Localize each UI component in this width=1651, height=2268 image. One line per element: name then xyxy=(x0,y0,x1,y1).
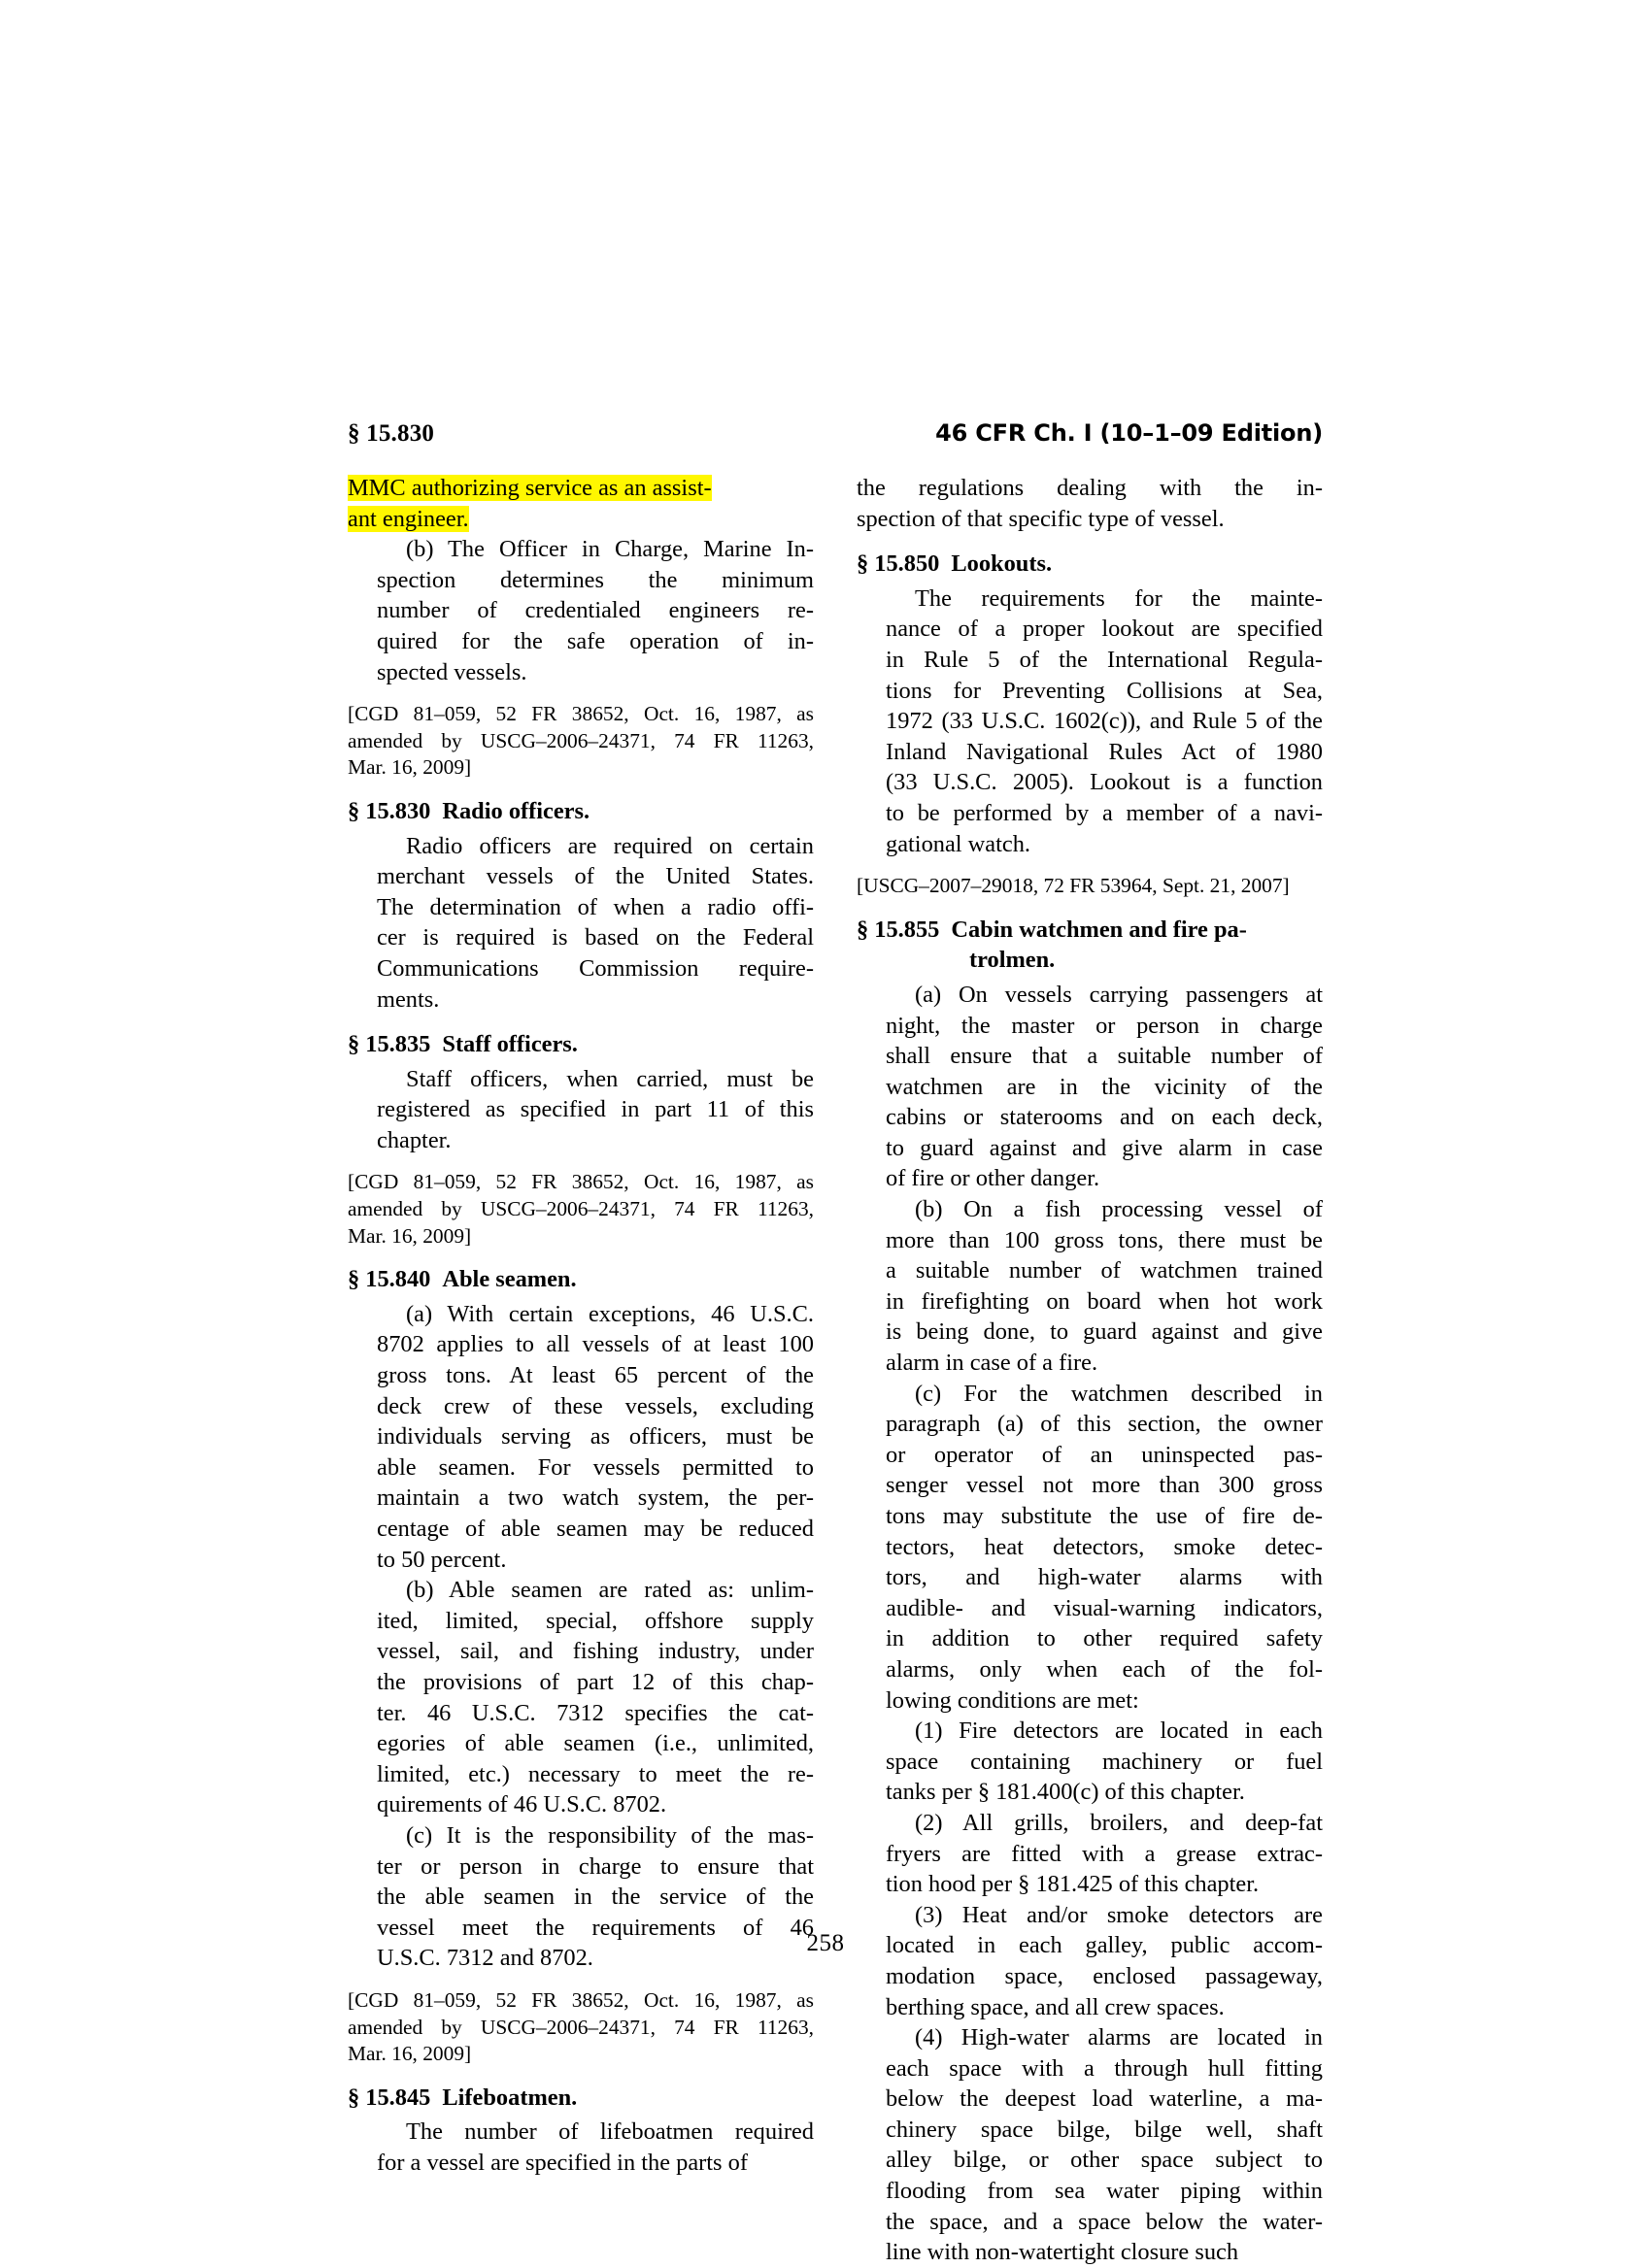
text-line: Radio officers are required on certain xyxy=(406,832,814,859)
citation-block xyxy=(857,873,1323,900)
text-line: in addition to other required safety xyxy=(886,1625,1323,1652)
text-line: senger vessel not more than 300 gross xyxy=(886,1472,1323,1499)
section-heading-lookouts xyxy=(857,549,1323,580)
paragraph-b-able-seamen xyxy=(348,1575,814,1820)
text-line: quirements of 46 U.S.C. 8702. xyxy=(377,1791,667,1818)
text-line: tectors, heat detectors, smoke detec- xyxy=(886,1533,1323,1560)
text-line: spection of that specific type of vessel. xyxy=(857,505,1225,532)
text-line: chapter. xyxy=(377,1126,452,1153)
citation-block xyxy=(348,701,814,782)
text-line: ter. 46 U.S.C. 7312 specifies the cat- xyxy=(377,1699,814,1726)
citation-line: amended by USCG–2006–24371, 74 FR 11263, xyxy=(348,728,814,752)
list-item-1 xyxy=(857,1716,1323,1808)
text-line: (b) The Officer in Charge, Marine In- xyxy=(406,536,814,563)
text-line: The number of lifeboatmen required xyxy=(406,2118,814,2146)
section-title-line-2: trolmen. xyxy=(969,947,1056,974)
text-line: tions for Preventing Collisions at Sea, xyxy=(886,677,1323,704)
section-heading-staff-officers xyxy=(348,1029,814,1060)
text-line: tion hood per § 181.425 of this chapter. xyxy=(886,1871,1260,1898)
section-body-lifeboatmen xyxy=(348,2117,814,2178)
text-line: to be performed by a member of a navi- xyxy=(886,799,1323,826)
text-line: alarms, only when each of the fol- xyxy=(886,1655,1323,1683)
section-heading-able-seamen xyxy=(348,1264,814,1295)
text-line: more than 100 gross tons, there must be xyxy=(886,1226,1323,1253)
paragraph-a-able-seamen xyxy=(348,1299,814,1575)
section-number: § 15.855 xyxy=(857,916,940,943)
section-body-staff-officers xyxy=(348,1064,814,1156)
continued-paragraph-right xyxy=(857,473,1323,534)
text-line: Staff officers, when carried, must be xyxy=(406,1065,814,1092)
text-line: the provisions of part 12 of this chap- xyxy=(377,1668,814,1695)
citation-block xyxy=(348,1169,814,1250)
section-title: Able seamen. xyxy=(442,1266,577,1293)
highlight-line-1: MMC authorizing service as an assist- xyxy=(348,475,712,501)
text-line: audible- and visual-warning indicators, xyxy=(886,1594,1323,1621)
text-line: paragraph (a) of this section, the owner xyxy=(886,1411,1323,1438)
paragraph-c-cabin-watchmen xyxy=(857,1379,1323,1717)
citation-line: [USCG–2007–29018, 72 FR 53964, Sept. 21, 2007] xyxy=(857,874,1290,898)
text-line: (c) It is the responsibility of the mas- xyxy=(406,1821,814,1849)
text-line: fryers are fitted with a grease extrac- xyxy=(886,1840,1323,1867)
text-line: deck crew of these vessels, excluding xyxy=(377,1392,814,1419)
text-line: is being done, to guard against and give xyxy=(886,1318,1323,1346)
section-title: Lifeboatmen. xyxy=(442,2084,578,2111)
text-line: tors, and high-water alarms with xyxy=(886,1564,1323,1591)
text-line: number of credentialed engineers re- xyxy=(377,597,814,624)
citation-line: [CGD 81–059, 52 FR 38652, Oct. 16, 1987, as xyxy=(348,702,814,726)
citation-block xyxy=(348,1987,814,2068)
text-line: gational watch. xyxy=(886,830,1030,857)
section-number: § 15.845 xyxy=(348,2084,431,2111)
text-line: alarm in case of a fire. xyxy=(886,1350,1098,1377)
text-line: spected vessels. xyxy=(377,658,527,685)
text-line: watchmen are in the vicinity of the xyxy=(886,1073,1323,1100)
text-line: maintain a two watch system, the per- xyxy=(377,1484,814,1512)
text-line: vessel meet the requirements of 46 xyxy=(377,1914,814,1941)
citation-line: amended by USCG–2006–24371, 74 FR 11263, xyxy=(348,1197,814,1221)
text-line: Inland Navigational Rules Act of 1980 xyxy=(886,738,1323,765)
citation-line: [CGD 81–059, 52 FR 38652, Oct. 16, 1987, as xyxy=(348,1987,814,2012)
text-line: (a) On vessels carrying passengers at xyxy=(915,981,1323,1008)
section-number: § 15.830 xyxy=(348,797,431,824)
citation-line: Mar. 16, 2009] xyxy=(348,1223,472,1248)
text-line: modation space, enclosed passageway, xyxy=(886,1962,1323,1989)
list-item-2 xyxy=(857,1808,1323,1900)
paragraph-b xyxy=(348,534,814,687)
text-line: the regulations dealing with the in- xyxy=(857,475,1323,501)
section-body-lookouts xyxy=(857,584,1323,859)
text-line: to guard against and give alarm in case xyxy=(886,1134,1323,1161)
text-line: cabins or staterooms and on each deck, xyxy=(886,1104,1323,1131)
citation-line: Mar. 16, 2009] xyxy=(348,2042,472,2066)
text-line: (b) Able seamen are rated as: unlim- xyxy=(406,1577,814,1604)
text-line: Communications Commission require- xyxy=(377,954,814,982)
text-line: space containing machinery or fuel xyxy=(886,1748,1323,1775)
text-line: able seamen. For vessels permitted to xyxy=(377,1453,814,1481)
section-heading-radio-officers xyxy=(348,796,814,827)
running-head xyxy=(348,419,1323,452)
text-line: (b) On a fish processing vessel of xyxy=(915,1196,1323,1223)
section-number: § 15.835 xyxy=(348,1031,431,1058)
running-head-edition: 46 CFR Ch. I (10–1–09 Edition) xyxy=(935,419,1323,447)
list-item-4 xyxy=(857,2022,1323,2268)
highlight-line-2: ant engineer. xyxy=(348,505,469,532)
section-title-line-1: Cabin watchmen and fire pa- xyxy=(951,916,1247,943)
text-line: night, the master or person in charge xyxy=(886,1012,1323,1039)
text-line: the space, and a space below the water- xyxy=(886,2208,1323,2235)
paragraph-b-cabin-watchmen xyxy=(857,1194,1323,1379)
text-line: to 50 percent. xyxy=(377,1546,507,1573)
text-line: ited, limited, special, offshore supply xyxy=(377,1607,814,1634)
section-body-radio-officers xyxy=(348,831,814,1016)
text-line: a suitable number of watchmen trained xyxy=(886,1257,1323,1284)
running-head-section-number: § 15.830 xyxy=(348,420,435,447)
paragraph-a-cabin-watchmen xyxy=(857,980,1323,1194)
text-line: cer is required is based on the Federal xyxy=(377,924,814,951)
citation-line: Mar. 16, 2009] xyxy=(348,755,472,780)
text-line: spection determines the minimum xyxy=(377,566,814,593)
text-line: U.S.C. 7312 and 8702. xyxy=(377,1945,593,1972)
text-line: ments. xyxy=(377,985,440,1013)
text-line: merchant vessels of the United States. xyxy=(377,863,814,890)
text-line: lowing conditions are met: xyxy=(886,1686,1139,1714)
text-line: in firefighting on board when hot work xyxy=(886,1287,1323,1315)
text-line: (4) High-water alarms are located in xyxy=(915,2024,1323,2051)
text-line: shall ensure that a suitable number of xyxy=(886,1043,1323,1070)
section-number: § 15.840 xyxy=(348,1266,431,1293)
text-line: centage of able seamen may be reduced xyxy=(377,1516,814,1542)
section-title: Staff officers. xyxy=(442,1031,578,1058)
text-line: registered as specified in part 11 of this xyxy=(377,1096,814,1123)
text-line: 1972 (33 U.S.C. 1602(c)), and Rule 5 of the xyxy=(886,708,1323,735)
text-line: line with non-watertight closure such xyxy=(886,2239,1239,2266)
text-line: limited, etc.) necessary to meet the re- xyxy=(377,1760,814,1787)
text-line: or operator of an uninspected pas- xyxy=(886,1441,1323,1468)
text-line: (1) Fire detectors are located in each xyxy=(915,1718,1323,1745)
text-line: (3) Heat and/or smoke detectors are xyxy=(915,1901,1323,1928)
list-item-3 xyxy=(857,1900,1323,2022)
text-line: gross tons. At least 65 percent of the xyxy=(377,1362,814,1389)
citation-line: amended by USCG–2006–24371, 74 FR 11263, xyxy=(348,2015,814,2039)
section-heading-cabin-watchmen xyxy=(857,915,1323,976)
text-line: quired for the safe operation of in- xyxy=(377,627,814,654)
text-line: vessel, sail, and fishing industry, under xyxy=(377,1638,814,1665)
text-line: in Rule 5 of the International Regula- xyxy=(886,646,1323,673)
text-line: berthing space, and all crew spaces. xyxy=(886,1993,1225,2020)
text-line: tons may substitute the use of fire de- xyxy=(886,1503,1323,1529)
text-line: each space with a through hull fitting xyxy=(886,2054,1323,2082)
text-line: for a vessel are specified in the parts of xyxy=(377,2149,748,2176)
page-number: 258 xyxy=(806,1930,845,1956)
text-line: below the deepest load waterline, a ma- xyxy=(886,2085,1323,2113)
text-line: (c) For the watchmen described in xyxy=(915,1380,1323,1407)
text-line: the able seamen in the service of the xyxy=(377,1884,814,1911)
text-line: The determination of when a radio offi- xyxy=(377,893,814,920)
text-line: egories of able seamen (i.e., unlimited, xyxy=(377,1730,814,1757)
text-line: (2) All grills, broilers, and deep-fat xyxy=(915,1809,1323,1836)
text-line: tanks per § 181.400(c) of this chapter. xyxy=(886,1779,1245,1806)
text-line: The requirements for the mainte- xyxy=(915,584,1323,612)
text-line: individuals serving as officers, must be xyxy=(377,1423,814,1451)
right-column xyxy=(857,473,1323,2266)
text-line: ter or person in charge to ensure that xyxy=(377,1852,814,1880)
section-title: Lookouts. xyxy=(951,550,1053,578)
text-line: (33 U.S.C. 2005). Lookout is a function xyxy=(886,769,1323,796)
text-line: flooding from sea water piping within xyxy=(886,2178,1323,2205)
text-line: (a) With certain exceptions, 46 U.S.C. xyxy=(406,1300,814,1327)
section-heading-lifeboatmen xyxy=(348,2083,814,2114)
text-line: of fire or other danger. xyxy=(886,1165,1100,1192)
left-column xyxy=(348,473,814,2176)
text-line: nance of a proper lookout are specified xyxy=(886,616,1323,643)
section-number: § 15.850 xyxy=(857,550,940,578)
text-line: 8702 applies to all vessels of at least 100 xyxy=(377,1331,814,1358)
text-line: located in each galley, public accom- xyxy=(886,1932,1323,1959)
citation-line: [CGD 81–059, 52 FR 38652, Oct. 16, 1987, as xyxy=(348,1170,814,1194)
section-title: Radio officers. xyxy=(442,797,590,824)
text-line: chinery space bilge, bilge well, shaft xyxy=(886,2116,1323,2143)
text-line: alley bilge, or other space subject to xyxy=(886,2147,1323,2174)
continued-paragraph-highlighted xyxy=(348,473,814,534)
